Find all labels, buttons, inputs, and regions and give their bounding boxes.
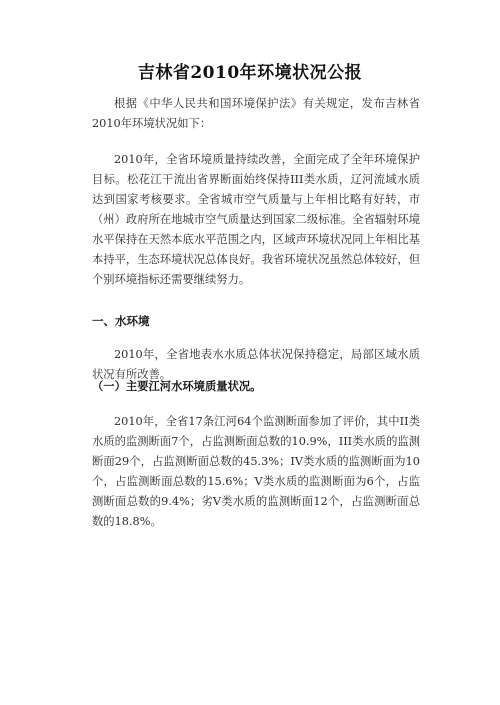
document-title: 吉林省2010年环境状况公报 bbox=[137, 63, 363, 83]
section-heading-water: 一、水环境 bbox=[92, 314, 150, 328]
rivers-quality-paragraph: 2010年，全省17条江河64个监测断面参加了评价，其中II类水质的监测断面7个，占监测断面总数的10.9%，III类水质的监测断面29个，占监测断面总数的45.3%；IV类水质的监测断面为10个，占监测断面总数的15.6%；V类水质的监测断面为6个，占监测断面总数的9.4%；劣V类水质的监测断面12个，占监测断面总数的18.8%。 bbox=[92, 415, 420, 528]
intro-paragraph: 根据《中华人民共和国环境保护法》有关规定，发布吉林省2010年环境状况如下： bbox=[92, 97, 420, 130]
subsection-heading-rivers: （一）主要江河水环境质量状况。 bbox=[92, 379, 262, 393]
summary-paragraph: 2010年，全省环境质量持续改善，全面完成了全年环境保护目标。松花江干流出省界断面始终保持III类水质，辽河流域水质达到国家考核要求。全省城市空气质量与上年相比略有好转，市（州）政府所在地城市空气质量达到国家二级标准。全省辐射环境水平保持在天然本底水平范围之内，区域声环境状况同上年相比基本持平，生态环境状况总体良好。我省环境状况虽然总体较好，但个别环境指标还需要继续努力。 bbox=[92, 153, 420, 286]
water-overview-paragraph: 2010年，全省地表水水质总体状况保持稳定，局部区域水质状况有所改善。 bbox=[92, 348, 420, 381]
